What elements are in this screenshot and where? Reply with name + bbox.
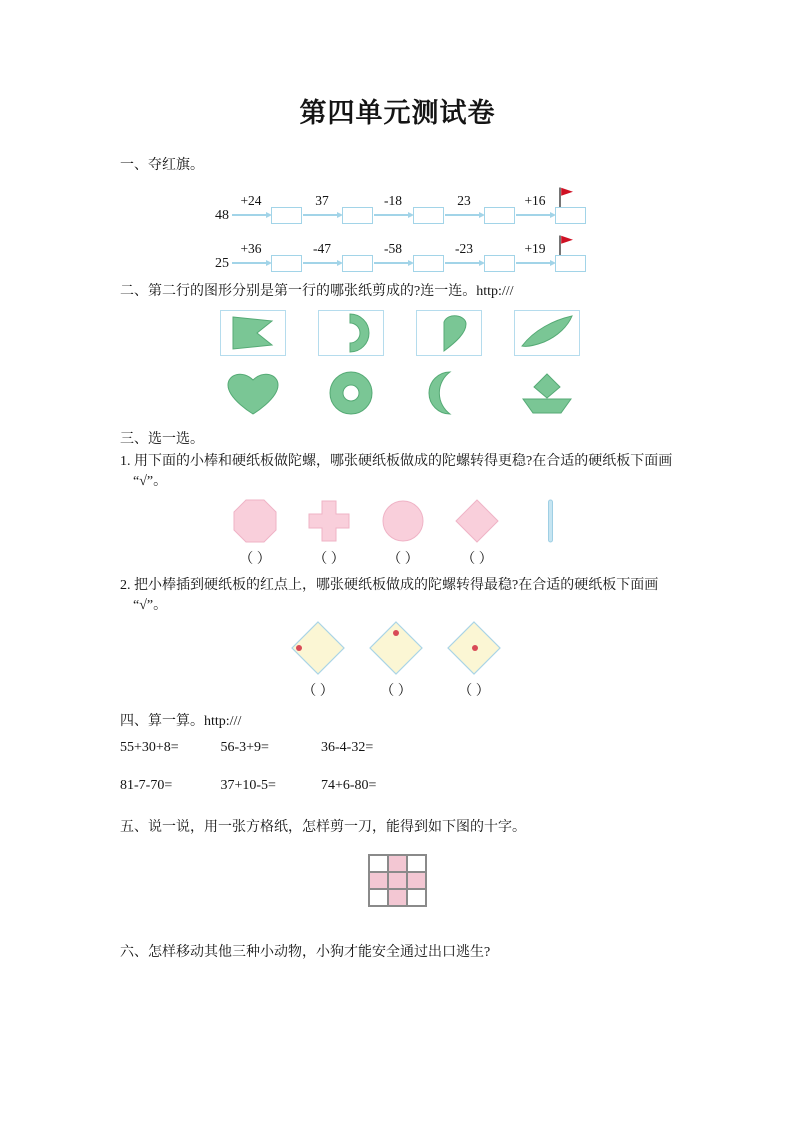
operation-label: -47	[313, 241, 331, 256]
answer-blank: （ ）	[380, 684, 412, 699]
chain-arrow-segment	[515, 194, 555, 224]
boat-shape	[514, 368, 580, 418]
shape-cell	[416, 368, 482, 418]
stick-cell	[528, 498, 574, 544]
equation: 56-3+9=	[220, 740, 269, 755]
board-cell	[306, 498, 352, 544]
chain-arrow-segment	[373, 242, 413, 272]
arrow-icon	[303, 214, 338, 216]
grid-cell-pink	[388, 889, 407, 906]
operation-label: +19	[524, 241, 546, 256]
chain-arrow-segment	[231, 194, 271, 224]
answer-blank: （ ）	[239, 552, 271, 567]
chain-arrow-segment	[302, 194, 342, 224]
operation-label: 23	[457, 193, 471, 208]
answer-box	[555, 255, 586, 272]
board-cell	[232, 498, 278, 544]
equation: 55+30+8=	[120, 740, 179, 755]
shape-cell	[514, 368, 580, 418]
chain-arrow-segment	[444, 242, 484, 272]
answer-blanks-row-q1	[232, 550, 675, 570]
answer-blank: （ ）	[458, 684, 490, 699]
operation-label: +36	[240, 241, 262, 256]
question1-text-line2: “√”。	[133, 474, 168, 489]
chain-arrow-segment	[231, 242, 271, 272]
arrow-icon	[374, 262, 409, 264]
answer-box	[413, 255, 444, 272]
circle-board-shape	[380, 498, 426, 544]
diamond-board-shape	[454, 498, 500, 544]
grid-cell-pink	[407, 872, 426, 889]
answer-box	[484, 255, 515, 272]
equation: 74+6-80=	[321, 778, 377, 793]
board-cell	[380, 498, 426, 544]
goal-flag-box	[555, 235, 586, 272]
chain-start-number: 25	[215, 256, 229, 271]
flag-chain-row-2	[215, 232, 675, 272]
operation-label: -18	[384, 193, 402, 208]
equation-line-2	[120, 776, 675, 796]
arrow-icon	[516, 262, 551, 264]
answer-box	[484, 207, 515, 224]
diamond-dot-center-shape	[446, 620, 502, 676]
chain-arrow-segment	[515, 242, 555, 272]
page-title: 第四单元测试卷	[299, 98, 496, 128]
board-cell	[290, 620, 346, 676]
arrow-icon	[445, 214, 480, 216]
board-cell	[446, 620, 502, 676]
operation-label: +16	[524, 193, 546, 208]
stick-shape	[528, 498, 574, 544]
paper-box-3	[416, 310, 482, 356]
cross-grid	[368, 854, 427, 907]
arrow-icon	[232, 214, 267, 216]
answer-box	[555, 207, 586, 224]
grid-cell-pink	[388, 855, 407, 872]
crescent-shape	[416, 368, 482, 418]
section1-heading: 一、夺红旗。	[120, 158, 204, 173]
section2-heading: 二、第二行的图形分别是第一行的哪张纸剪成的?连一连。http:///	[120, 284, 514, 299]
arrow-icon	[516, 214, 551, 216]
arrow-icon	[445, 262, 480, 264]
question2-text-line2: “√”。	[133, 598, 168, 613]
equation-line-1	[120, 738, 675, 758]
section3-heading: 三、选一选。	[120, 432, 204, 447]
question1-text-line1: 1. 用下面的小棒和硬纸板做陀螺，哪张硬纸板做成的陀螺转得更稳?在合适的硬纸板下面画	[120, 454, 673, 469]
grid-cell-pink	[388, 872, 407, 889]
question2-text-line1: 2. 把小棒插到硬纸板的红点上，哪张硬纸板做成的陀螺转得最稳?在合适的硬纸板下面画	[120, 578, 659, 593]
answer-blank: （ ）	[461, 552, 493, 567]
answer-box	[271, 207, 302, 224]
heart-shape	[220, 368, 286, 418]
grid-cell	[407, 889, 426, 906]
chain-arrow-segment	[444, 194, 484, 224]
equation: 81-7-70=	[120, 778, 173, 793]
section6-heading: 六、怎样移动其他三种小动物，小狗才能安全通过出口逃生?	[120, 945, 491, 960]
cross-board-shape	[306, 498, 352, 544]
red-flag-icon	[557, 235, 574, 256]
arrow-icon	[232, 262, 267, 264]
red-flag-icon	[557, 187, 574, 208]
flag-chain-row-1	[215, 184, 675, 224]
answer-box	[342, 255, 373, 272]
arrow-icon	[303, 262, 338, 264]
equation: 36-4-32=	[321, 740, 374, 755]
goal-flag-box	[555, 187, 586, 224]
shape-cell	[220, 368, 286, 418]
shape-cell	[318, 368, 384, 418]
diamond-dot-left-shape	[290, 620, 346, 676]
grid-cell	[407, 855, 426, 872]
section5-heading: 五、说一说，用一张方格纸，怎样剪一刀，能得到如下图的十字。	[120, 820, 526, 835]
arrow-icon	[374, 214, 409, 216]
board-cell	[368, 620, 424, 676]
operation-label: -23	[455, 241, 473, 256]
operation-label: +24	[240, 193, 262, 208]
answer-box	[342, 207, 373, 224]
grid-cell	[369, 889, 388, 906]
answer-blank: （ ）	[387, 552, 419, 567]
grid-cell-pink	[369, 872, 388, 889]
equation: 37+10-5=	[220, 778, 276, 793]
answer-box	[413, 207, 444, 224]
answer-blank: （ ）	[302, 684, 334, 699]
paper-box-1	[220, 310, 286, 356]
dotted-boards-row	[290, 620, 675, 676]
cut-shapes-row	[220, 368, 675, 418]
curved-swoosh-shape	[516, 312, 578, 354]
paper-box-4	[514, 310, 580, 356]
folded-banner-shape	[222, 312, 284, 354]
operation-label: -58	[384, 241, 402, 256]
octagon-board-shape	[232, 498, 278, 544]
operation-label: 37	[315, 193, 329, 208]
answer-blank: （ ）	[313, 552, 345, 567]
half-heart-shape	[418, 312, 480, 354]
chain-arrow-segment	[373, 194, 413, 224]
answer-box	[271, 255, 302, 272]
diamond-dot-top-shape	[368, 620, 424, 676]
boards-row	[232, 498, 675, 544]
half-ring-shape	[320, 312, 382, 354]
ring-shape	[318, 368, 384, 418]
paper-row	[220, 310, 675, 356]
board-cell	[454, 498, 500, 544]
answer-blanks-row-q2	[290, 682, 675, 702]
paper-box-2	[318, 310, 384, 356]
grid-cell	[369, 855, 388, 872]
chain-start-number: 48	[215, 208, 229, 223]
section4-heading: 四、算一算。http:///	[120, 714, 242, 729]
chain-arrow-segment	[302, 242, 342, 272]
